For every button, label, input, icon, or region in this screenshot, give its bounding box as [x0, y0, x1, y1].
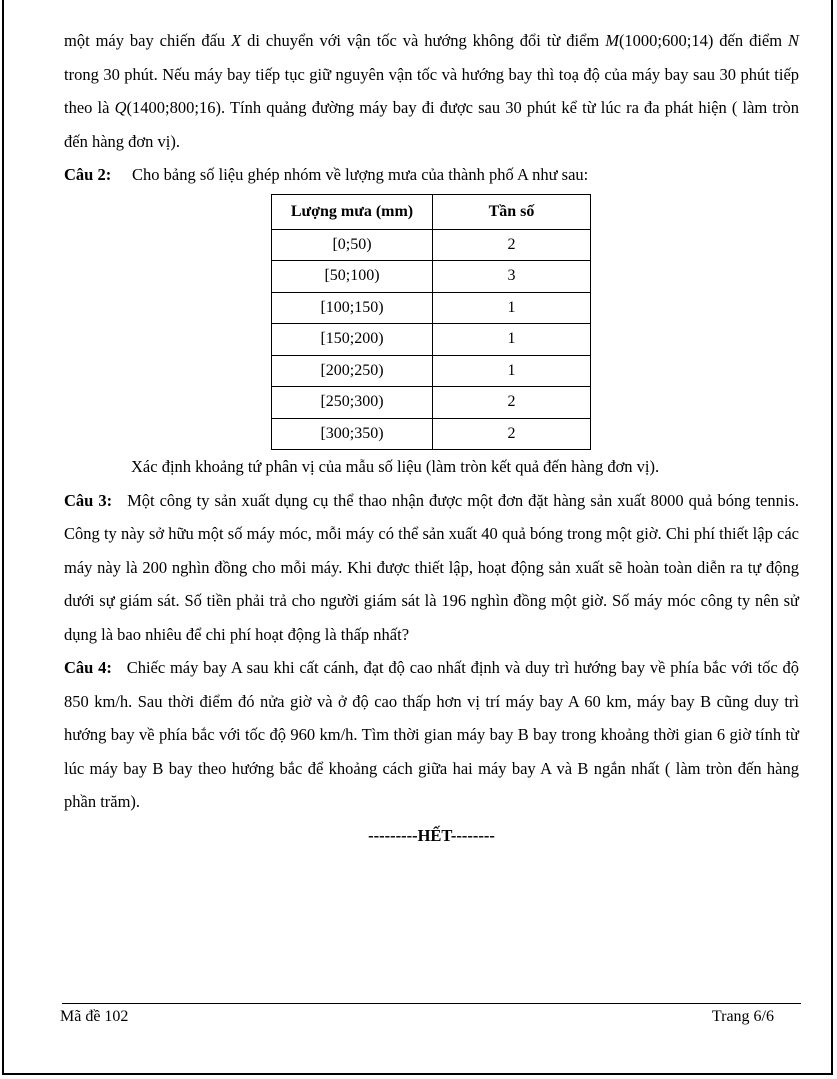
question-text: Chiếc máy bay A sau khi cất cánh, đạt độ cao nhất định và duy trì hướng bay về phía bắc với tốc độ 850 km/h. Sau thời điểm đó nửa giờ và ở độ cao thấp hơn vị trí máy bay A 60 km, máy bay B cũng duy trì hướng bay về phía bắc với tốc độ 960 km/h. Tìm thời gian máy bay B bay trong khoảng thời gian 6 giờ tính từ lúc máy bay B bay theo hướng bắc để khoảng cách giữa hai máy bay A và B ngắn nhất ( làm tròn đến hàng phần trăm). [64, 658, 800, 811]
question-2-task: Xác định khoảng tứ phân vị của mẫu số liệu (làm tròn kết quả đến hàng đơn vị). [131, 457, 660, 476]
question-2 [64, 158, 799, 192]
page-content [64, 24, 799, 852]
table-row [272, 418, 591, 450]
intro-text: trong 30 phút. Nếu máy bay tiếp tục giữ nguyên vận tốc và hướng bay thì toạ độ của máy bay [64, 64, 689, 84]
table-row [272, 229, 591, 261]
intro-text: một máy bay chiến đấu [64, 31, 232, 50]
point-m: M [605, 31, 619, 50]
table-header: Lượng mưa (mm) [272, 194, 433, 229]
question-text: Một công ty sản xuất dụng cụ thể thao nhận được một đơn đặt hàng sản xuất 8000 quả bóng tennis. Công ty này sở hữu một số máy móc, mỗi máy có thể sản xuất 40 quả bóng trong một giờ. Chi phí thiết lập các máy này là 200 nghìn đồng cho mỗi máy. Khi được thiết lập, hoạt động sản xuất sẽ hoàn toàn diễn ra tự động dưới sự giám sát. Số tiền phải trả cho người giám sát là 196 nghìn đồng một giờ. Số máy móc công ty nên sử dụng là bao nhiêu để chi phí hoạt động là thấp nhất? [64, 490, 799, 644]
intro-paragraph [64, 24, 799, 158]
page-number: Trang 6/6 [711, 1008, 774, 1025]
question-text: Cho bảng số liệu ghép nhóm về lượng mưa của thành phố A như sau: [132, 165, 589, 184]
table-row [272, 261, 591, 293]
point-q: Q [114, 98, 127, 117]
table-cell: [100;150) [272, 292, 433, 324]
table-cell: [0;50) [272, 229, 433, 261]
question-3 [64, 484, 799, 652]
table-cell: 3 [433, 261, 591, 293]
end-marker: ---------HẾT-------- [368, 825, 495, 845]
table-cell: 2 [433, 387, 591, 419]
intro-text: đến [713, 31, 744, 50]
table-header-row [272, 194, 591, 229]
table-cell: [50;100) [272, 261, 433, 293]
rainfall-table [271, 194, 591, 451]
table-cell: [200;250) [272, 355, 433, 387]
table-row [272, 355, 591, 387]
table-cell: [250;300) [272, 387, 433, 419]
question-label: Câu 3: [64, 490, 113, 510]
table-header: Tần số [433, 194, 591, 229]
table-cell: 1 [433, 292, 591, 324]
table-cell: 1 [433, 324, 591, 356]
intro-text: . Tính quảng đường máy bay đi được sau 30 phút kể từ lúc ra đa [220, 98, 660, 117]
table-cell: 2 [433, 418, 591, 450]
table-row [272, 324, 591, 356]
table-row [272, 387, 591, 419]
intro-text: sau 30 phút tiếp theo là [64, 64, 800, 117]
question-4 [64, 651, 799, 819]
exam-page [2, 0, 833, 1075]
question-label: Câu 2: [64, 165, 112, 184]
variable-n: N [787, 31, 799, 50]
table-cell: 1 [433, 355, 591, 387]
point-m-coords: (1000;600;14) [618, 31, 714, 50]
table-cell: 2 [433, 229, 591, 261]
table-cell: [300;350) [272, 418, 433, 450]
intro-text: di chuyển với vận tốc và hướng không đổi từ điểm [241, 31, 606, 50]
exam-code: Mã đề 102 [60, 1008, 129, 1025]
point-q-coords: (1400;800;16) [126, 98, 221, 117]
footer-divider [62, 1003, 801, 1004]
intro-text: điểm [749, 31, 788, 50]
question-label: Câu 4: [64, 658, 112, 677]
intro-text: phát hiện ( làm tròn đến hàng đơn vị). [64, 98, 799, 151]
table-row [272, 292, 591, 324]
table-cell: [150;200) [272, 324, 433, 356]
variable-x: X [231, 31, 242, 50]
